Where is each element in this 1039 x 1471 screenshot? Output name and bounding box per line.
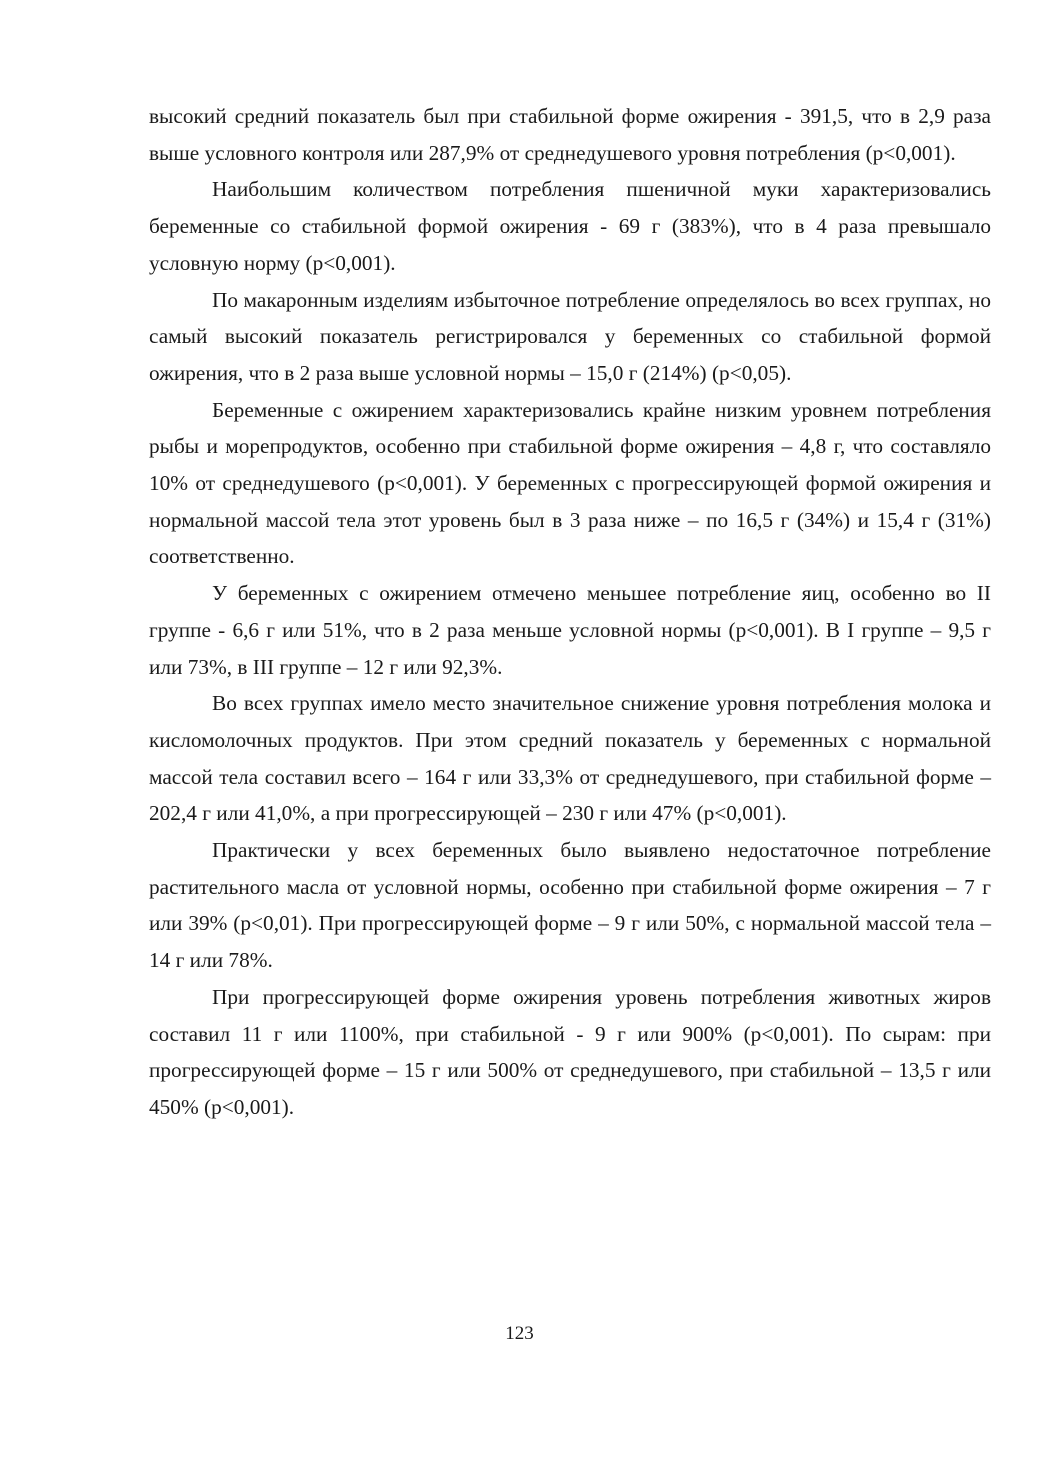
paragraph-wheat-flour: Наибольшим количеством потребления пшеничной муки характеризовались беременные со стабильной формой ожирения - 69 г (383%), что в 4 раза превышало условную норму (р<0,001).	[149, 177, 991, 275]
paragraph-animal-fats: При прогрессирующей форме ожирения уровень потребления животных жиров составил 11 г или 1100%, при стабильной - 9 г или 900% (р<0,001). По сырам: при прогрессирующей форме – 15 г или 500% от среднедушевого, при стабильной – 13,5 г или 450% (р<0,001).	[149, 984, 991, 1119]
paragraph-pasta: По макаронным изделиям избыточное потребление определялось во всех группах, но самый высокий показатель регистрировался у беременных со стабильной формой ожирения, что в 2 раза выше условной нормы – 15,0 г (214%) (р<0,05).	[149, 287, 991, 385]
page-number: 123	[505, 1323, 534, 1344]
paragraph-eggs: У беременных с ожирением отмечено меньшее потребление яиц, особенно во II группе - 6,6 г или 51%, что в 2 раза меньше условной нормы (р<0,001). В I группе – 9,5 г или 73%, в III группе – 12 г или 92,3%.	[149, 581, 991, 679]
paragraph-fish: Беременные с ожирением характеризовались крайне низким уровнем потребления рыбы и морепродуктов, особенно при стабильной форме ожирения – 4,8 г, что составляло 10% от среднедушевого (р<0,001). У беременных с прогрессирующей формой ожирения и нормальной массой тела этот уровень был в 3 раза ниже – по 16,5 г (34%) и 15,4 г (31%) соответственно.	[149, 397, 991, 569]
paragraph-vegetable-oil: Практически у всех беременных было выявлено недостаточное потребление растительного масла от условной нормы, особенно при стабильной форме ожирения – 7 г или 39% (р<0,01). При прогрессирующей форме – 9 г или 50%, с нормальной массой тела – 14 г или 78%.	[149, 838, 991, 973]
paragraph-continuation: высокий средний показатель был при стабильной форме ожирения - 391,5, что в 2,9 раза выше условного контроля или 287,9% от среднедушевого уровня потребления (р<0,001).	[149, 104, 991, 165]
paragraph-milk: Во всех группах имело место значительное снижение уровня потребления молока и кисломолочных продуктов. При этом средний показатель у беременных с нормальной массой тела составил всего – 164 г или 33,3% от среднедушевого, при стабильной форме – 202,4 г или 41,0%, а при прогрессирующей – 230 г или 47% (р<0,001).	[149, 691, 991, 826]
page-body	[149, 98, 991, 1126]
